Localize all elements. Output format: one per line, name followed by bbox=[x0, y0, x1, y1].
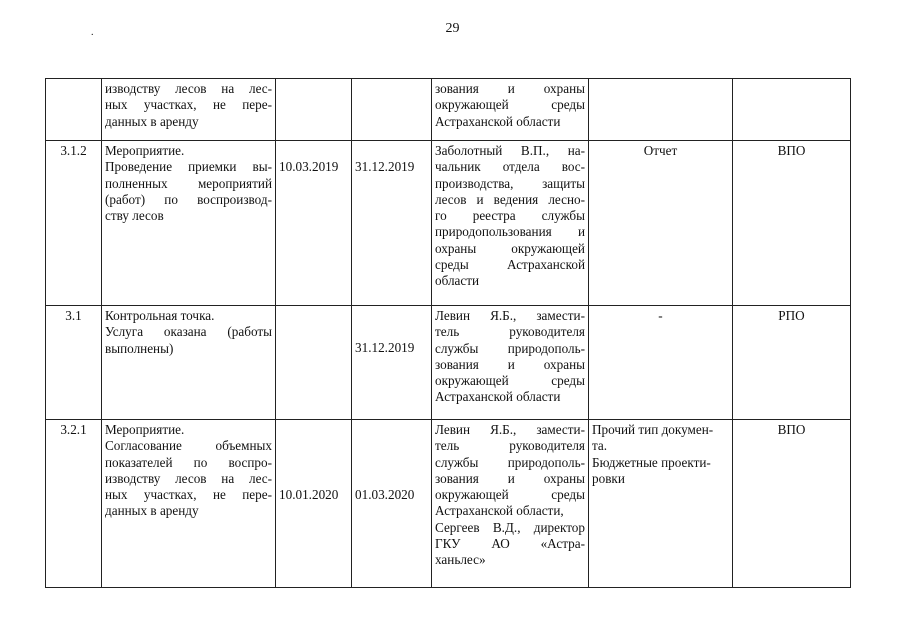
table-row bbox=[46, 420, 851, 588]
plan-table bbox=[45, 78, 851, 588]
responsible: Левин Я.Б., замести- тель руководителя службы природополь- зования и охраны окружающей среды Астраханской области, Сергеев В.Д., директор ГКУ АО «Астра- ханьлес» bbox=[432, 420, 589, 588]
table-row bbox=[46, 306, 851, 420]
responsible: зования и охраны окружающей среды Астраханской области bbox=[432, 79, 589, 141]
responsible: Левин Я.Б., замести- тель руководителя службы природополь- зования и охраны окружающей среды Астраханской области bbox=[432, 306, 589, 420]
responsible: Заболотный В.П., на- чальник отдела вос- производства, защиты лесов и ведения лесно- го реестра службы природопользования и охраны окружающей среды Астраханской области bbox=[432, 141, 589, 306]
end-date: 31.12.2019 bbox=[352, 306, 432, 420]
table-row bbox=[46, 79, 851, 141]
start-date: 10.01.2020 bbox=[276, 420, 352, 588]
event-name: Контрольная точка. Услуга оказана (работы выполнены) bbox=[102, 306, 276, 420]
row-number: 3.2.1 bbox=[46, 420, 102, 588]
start-date bbox=[276, 306, 352, 420]
control-level: ВПО bbox=[733, 420, 851, 588]
row-number: 3.1 bbox=[46, 306, 102, 420]
event-name: Мероприятие. Согласование объемных показателей по воспро- изводству лесов на лес- ных участках, не пере- данных в аренду bbox=[102, 420, 276, 588]
document-type bbox=[589, 79, 733, 141]
table-row bbox=[46, 141, 851, 306]
start-date: 10.03.2019 bbox=[276, 141, 352, 306]
page-number: 29 bbox=[445, 21, 460, 36]
end-date bbox=[352, 79, 432, 141]
stray-mark: . bbox=[91, 27, 94, 38]
row-number: 3.1.2 bbox=[46, 141, 102, 306]
control-level bbox=[733, 79, 851, 141]
document-type: Прочий тип докумен- та. Бюджетные проекти- ровки bbox=[589, 420, 733, 588]
event-name: изводству лесов на лес- ных участках, не пере- данных в аренду bbox=[102, 79, 276, 141]
end-date: 31.12.2019 bbox=[352, 141, 432, 306]
event-name: Мероприятие. Проведение приемки вы- полненных мероприятий (работ) по воспроизвод- ству лесов bbox=[102, 141, 276, 306]
start-date bbox=[276, 79, 352, 141]
control-level: ВПО bbox=[733, 141, 851, 306]
end-date: 01.03.2020 bbox=[352, 420, 432, 588]
control-level: РПО bbox=[733, 306, 851, 420]
document-type: Отчет bbox=[589, 141, 733, 306]
document-type: - bbox=[589, 306, 733, 420]
row-number bbox=[46, 79, 102, 141]
